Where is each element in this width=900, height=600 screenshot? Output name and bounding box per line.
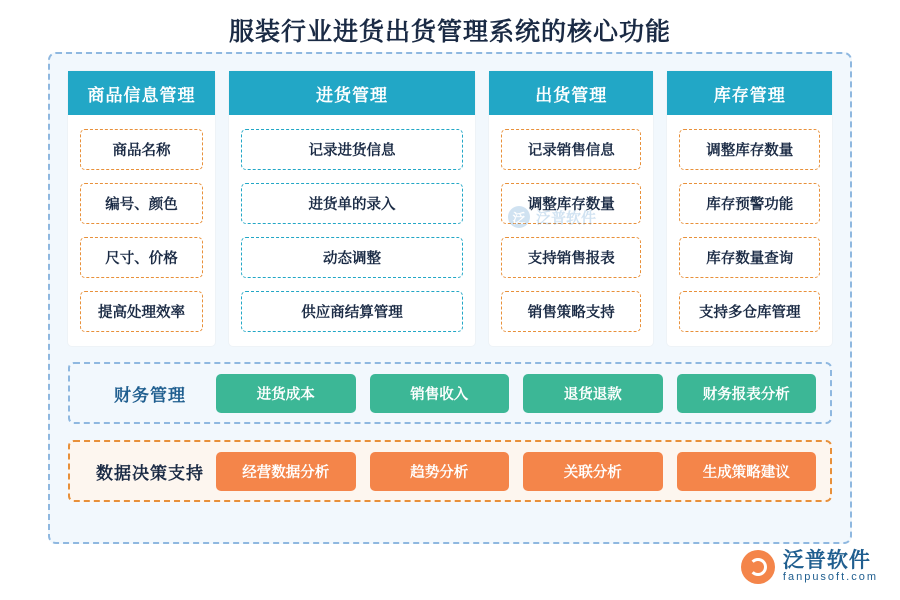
feature-chip[interactable]: 编号、颜色 bbox=[80, 183, 203, 224]
feature-chip[interactable]: 调整库存数量 bbox=[501, 183, 642, 224]
column-product-info bbox=[68, 71, 215, 346]
feature-chip[interactable]: 进货单的录入 bbox=[241, 183, 463, 224]
feature-chip[interactable]: 记录销售信息 bbox=[501, 129, 642, 170]
column-items bbox=[489, 115, 654, 332]
watermark-text: 泛普软件 bbox=[536, 209, 597, 227]
brand-name-cn: 泛普软件 bbox=[782, 549, 871, 573]
band-label: 财务管理 bbox=[114, 385, 186, 405]
column-header: 进货管理 bbox=[229, 71, 475, 115]
band-data-decision bbox=[68, 440, 832, 502]
column-purchase bbox=[229, 71, 475, 346]
feature-chip[interactable]: 调整库存数量 bbox=[679, 129, 820, 170]
feature-chip[interactable]: 记录进货信息 bbox=[241, 129, 463, 170]
decision-pill[interactable]: 经营数据分析 bbox=[216, 452, 356, 491]
diagram-frame bbox=[48, 52, 852, 544]
feature-chip[interactable]: 销售策略支持 bbox=[501, 291, 642, 332]
feature-chip[interactable]: 支持销售报表 bbox=[501, 237, 642, 278]
finance-pill[interactable]: 退货退款 bbox=[523, 374, 663, 413]
column-shipping bbox=[489, 71, 654, 346]
band-items bbox=[216, 374, 816, 413]
column-inventory bbox=[667, 71, 832, 346]
feature-chip[interactable]: 提高处理效率 bbox=[80, 291, 203, 332]
decision-pill[interactable]: 关联分析 bbox=[523, 452, 663, 491]
brand-logo-block bbox=[741, 550, 878, 584]
band-items bbox=[216, 452, 816, 491]
band-label: 数据决策支持 bbox=[96, 463, 204, 483]
feature-chip[interactable]: 动态调整 bbox=[241, 237, 463, 278]
column-header: 库存管理 bbox=[667, 71, 832, 115]
feature-chip[interactable]: 尺寸、价格 bbox=[80, 237, 203, 278]
fanpu-logo-icon bbox=[741, 550, 775, 584]
finance-pill[interactable]: 进货成本 bbox=[216, 374, 356, 413]
column-items bbox=[68, 115, 215, 332]
finance-pill[interactable]: 销售收入 bbox=[370, 374, 510, 413]
finance-pill[interactable]: 财务报表分析 bbox=[677, 374, 817, 413]
brand-texts bbox=[783, 550, 878, 584]
page-title: 服装行业进货出货管理系统的核心功能 bbox=[228, 18, 671, 46]
column-items bbox=[667, 115, 832, 332]
brand-name-en: fanpusoft.com bbox=[782, 571, 878, 584]
feature-chip[interactable]: 库存预警功能 bbox=[679, 183, 820, 224]
feature-chip[interactable]: 库存数量查询 bbox=[679, 237, 820, 278]
watermark-logo-icon: 泛 bbox=[508, 206, 530, 228]
band-finance bbox=[68, 362, 832, 424]
decision-pill[interactable]: 趋势分析 bbox=[370, 452, 510, 491]
decision-pill[interactable]: 生成策略建议 bbox=[677, 452, 817, 491]
feature-chip[interactable]: 供应商结算管理 bbox=[241, 291, 463, 332]
column-header: 商品信息管理 bbox=[68, 71, 215, 115]
column-items bbox=[229, 115, 475, 332]
column-header: 出货管理 bbox=[489, 71, 654, 115]
columns-row bbox=[50, 54, 850, 346]
feature-chip[interactable]: 商品名称 bbox=[80, 129, 203, 170]
feature-chip[interactable]: 支持多仓库管理 bbox=[679, 291, 820, 332]
